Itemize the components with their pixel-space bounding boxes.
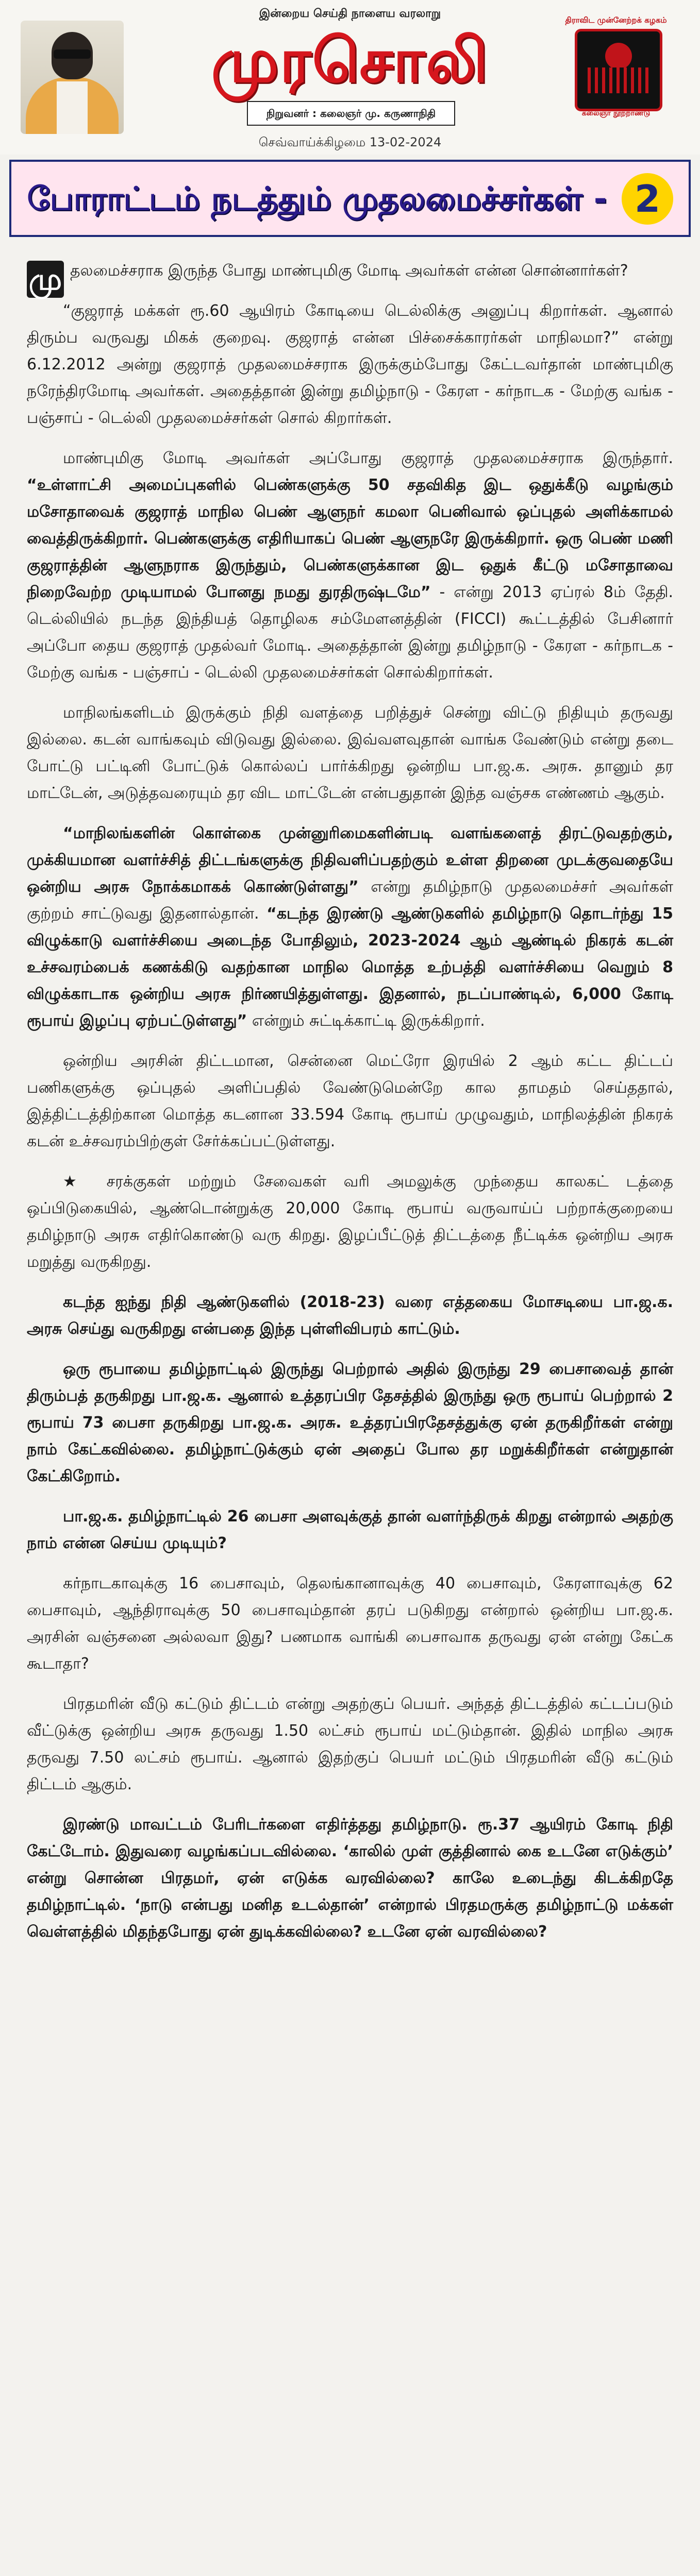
headline-banner — [9, 160, 691, 237]
paragraph-5: “மாநிலங்களின் கொள்கை முன்னுரிமைகளின்படி வளங்களைத் திரட்டுவதற்கும், முக்கியமான வளர்ச்சித் திட்டங்களுக்கு நிதிவளிப்பதற்கும் உள்ள திறனை முடக்குவதையே ஒன்றிய அரசு நோக்கமாகக் கொண்டுள்ளது” என்று தமிழ்நாடு முதலமைச்சர் அவர்கள் குற்றம் சாட்டுவது இதனால்தான். “கடந்த இரண்டு ஆண்டுகளில் தமிழ்நாடு தொடர்ந்து 15 விழுக்காடு வளர்ச்சியை அடைந்த போதிலும், 2023-2024 ஆம் ஆண்டில் நிகரக் கடன் உச்சவரம்பைக் கணக்கிடு வதற்கான மாநில மொத்த உற்பத்தி வளர்ச்சியை வெறும் 8 விழுக்காடாக ஒன்றிய அரசு நிர்ணயித்துள்ளது. இதனால், நடப்பாண்டில், 6,000 கோடி ரூபாய் இழப்பு ஏற்பட்டுள்ளது” என்றும் சுட்டிக்காட்டி இருக்கிறார். — [27, 824, 673, 1030]
paragraph-6: ஒன்றிய அரசின் திட்டமான, சென்னை மெட்ரோ இரயில் 2 ஆம் கட்ட திட்டப் பணிகளுக்கு ஒப்புதல் அளிப்பதில் வேண்டுமென்றே கால தாமதம் செய்ததால், இத்திட்டத்திற்கான மொத்த கடனான 33.594 கோடி ரூபாய் முழுவதும், மாநிலத்தின் நிகரக் கடன் உச்சவரம்பிற்குள் சேர்க்கப்பட்டுள்ளது. — [27, 1052, 673, 1150]
party-emblem-logo — [557, 15, 675, 118]
drop-cap: மு — [27, 261, 64, 298]
headline-text: போராட்டம் நடத்தும் முதலமைச்சர்கள் - — [27, 180, 607, 217]
paragraph-3: மாண்புமிகு மோடி அவர்கள் அப்போது குஜராத் முதலமைச்சராக இருந்தார். “உள்ளாட்சி அமைப்புகளில் பெண்களுக்கு 50 சதவிகித இட ஒதுக்கீடு வழங்கும் மசோதாவைக் குஜராத் மாநில பெண் ஆளுநர் கமலா பெனிவால் ஒப்புதல் அளிக்காமல் வைத்திருக்கிறார். பெண்களுக்கு எதிரியாகப் பெண் ஆளுநரே இருக்கிறார். ஒரு பெண் மணி குஜராத்தின் ஆளுநராக இருந்தும், பெண்களுக்கான இட ஒதுக் கீட்டு மசோதாவை நிறைவேற்ற முடியாமல் போனது நமது துரதிருஷ்டமே” - என்று 2013 ஏப்ரல் 8ம் தேதி. டெல்லியில் நடந்த இந்தியத் தொழிலக சம்மேளனத்தின் (FICCI) கூட்டத்தில் பேசினார் அப்போ தைய குஜராத் முதல்வர் மோடி. அதைத்தான் இன்று தமிழ்நாடு - கேரள - கர்நாடக - மேற்கு வங்க - பஞ்சாப் - டெல்லி முதலமைச்சர்கள் சொல்கிறார்கள். — [27, 449, 673, 682]
newspaper-title: முரசொலி — [211, 25, 489, 96]
part-number-badge: 2 — [622, 173, 673, 225]
masthead-tagline: இன்றைய செய்தி நாளைய வரலாறு — [259, 7, 441, 20]
paragraph-12: பிரதமரின் வீடு கட்டும் திட்டம் என்று அதற்குப் பெயர். அந்தத் திட்டத்தில் கட்டப்படும் வீட்டுக்கு ஒன்றிய அரசு தருவது 1.50 லட்சம் ரூபாய் மட்டும்தான். இதில் மாநில அரசு தருவது 7.50 லட்சம் ரூபாய். ஆனால் இதற்குப் பெயர் மட்டும் பிரதமரின் வீடு கட்டும் திட்டம் ஆகும். — [27, 1695, 673, 1793]
paragraph-11: கர்நாடகாவுக்கு 16 பைசாவும், தெலங்கானாவுக்கு 40 பைசாவும், கேரளாவுக்கு 62 பைசாவும், ஆந்திராவுக்கு 50 பைசாவும்தான் தரப் படுகிறது என்றால் ஒன்றிய பா.ஜ.க. அரசின் வஞ்சனை அல்லவா இது? பணமாக வாங்கி பைசாவாக தருவது ஏன் என்று கேட்க கூடாதா? — [27, 1574, 673, 1673]
issue-date: செவ்வாய்க்கிழமை 13-02-2024 — [258, 135, 442, 149]
star-icon: ★ — [63, 1173, 90, 1191]
founder-line: நிறுவனர் : கலைஞர் மு. கருணாநிதி — [247, 101, 455, 126]
emblem-top-text: திராவிட முன்னேற்றக் கழகம் — [565, 15, 667, 25]
paragraph-9: ஒரு ரூபாயை தமிழ்நாட்டில் இருந்து பெற்றால் அதில் இருந்து 29 பைசாவைத் தான் திரும்பத் தருகிறது பா.ஜ.க. ஆனால் உத்தரப்பிர தேசத்தில் இருந்து ஒரு ரூபாய் பெற்றால் 2 ரூபாய் 73 பைசா தருகிறது பா.ஜ.க. அரசு. உத்தரப்பிரதேசத்துக்கு ஏன் தருகிறீர்கள் என்று நாம் கேட்கவில்லை. தமிழ்நாட்டுக்கும் ஏன் அதைப் போல தர மறுக்கிறீர்கள் என்றுதான் கேட்கிறோம். — [27, 1360, 673, 1485]
paragraph-13: இரண்டு மாவட்டம் பேரிடர்களை எதிர்த்தது தமிழ்நாடு. ரூ.37 ஆயிரம் கோடி நிதி கேட்டோம். இதுவரை வழங்கப்படவில்லை. ‘காலில் முள் குத்தினால் கை உடனே எடுக்கும்’ என்று சொன்ன பிரதமர், ஏன் எடுக்க வரவில்லை? காலே உடைந்து கிடக்கிறதே தமிழ்நாட்டில். ‘நாடு என்பது மனித உடல்தான்’ என்றால் பிரதமருக்கு தமிழ்நாட்டு மக்கள் வெள்ளத்தில் மிதந்தபோது ஏன் துடிக்கவில்லை? உடனே ஏன் வரவில்லை? — [27, 1816, 673, 1941]
masthead — [0, 0, 700, 155]
paragraph-10: பா.ஜ.க. தமிழ்நாட்டில் 26 பைசா அளவுக்குத் தான் வளர்ந்திருக் கிறது என்றால் அதற்கு நாம் என்ன செய்ய முடியும்? — [27, 1507, 673, 1552]
rising-sun-icon — [575, 29, 662, 111]
paragraph-7: ★ சரக்குகள் மற்றும் சேவைகள் வரி அமலுக்கு முந்தைய காலகட் டத்தை ஒப்பிடுகையில், ஆண்டொன்றுக்கு 20,000 கோடி ரூபாய் வருவாய்ப் பற்றாக்குறையை தமிழ்நாடு அரசு எதிர்கொண்டு வரு கிறது. இழப்பீட்டுத் திட்டத்தை நீட்டிக்க ஒன்றிய அரசு மறுத்து வருகிறது. — [27, 1173, 673, 1271]
paragraph-8: கடந்த ஐந்து நிதி ஆண்டுகளில் (2018-23) வரை எத்தகைய மோசடியை பா.ஜ.க. அரசு செய்து வருகிறது என்பதை இந்த புள்ளிவிபரம் காட்டும். — [27, 1293, 673, 1338]
paragraph-2: “குஜராத் மக்கள் ரூ.60 ஆயிரம் கோடியை டெல்லிக்கு அனுப்பு கிறார்கள். ஆனால் திரும்ப வருவது மிகக் குறைவு. குஜராத் என்ன பிச்சைக்காரர்கள் மாநிலமா?” என்று 6.12.2012 அன்று குஜராத் முதலமைச்சராக இருக்கும்போது கேட்டவர்தான் மாண்புமிகு நரேந்திரமோடி அவர்கள். அதைத்தான் இன்று தமிழ்நாடு - கேரள - கர்நாடக - மேற்கு வங்க - பஞ்சாப் - டெல்லி முதலமைச்சர்கள் சொல் கிறார்கள். — [27, 302, 673, 427]
emblem-bottom-text: கலைஞர் நூற்றாண்டு — [581, 109, 651, 117]
article-body — [27, 258, 673, 1959]
paragraph-4: மாநிலங்களிடம் இருக்கும் நிதி வளத்தை பறித்துச் சென்று விட்டு நிதியும் தருவது இல்லை. கடன் வாங்கவும் விடுவது இல்லை. இவ்வளவுதான் வாங்க வேண்டும் என்று தடை போட்டு பட்டினி போட்டுக் கொல்லப் பார்க்கிறது ஒன்றிய பா.ஜ.க. அரசு. தானும் தர மாட்டேன், அடுத்தவரையும் தர விட மாட்டேன் என்பதுதான் இந்த வஞ்சக எண்ணம் ஆகும். — [27, 704, 673, 802]
paragraph-1: மு தலமைச்சராக இருந்த போது மாண்புமிகு மோடி அவர்கள் என்ன சொன்னார்கள்? — [27, 258, 673, 284]
